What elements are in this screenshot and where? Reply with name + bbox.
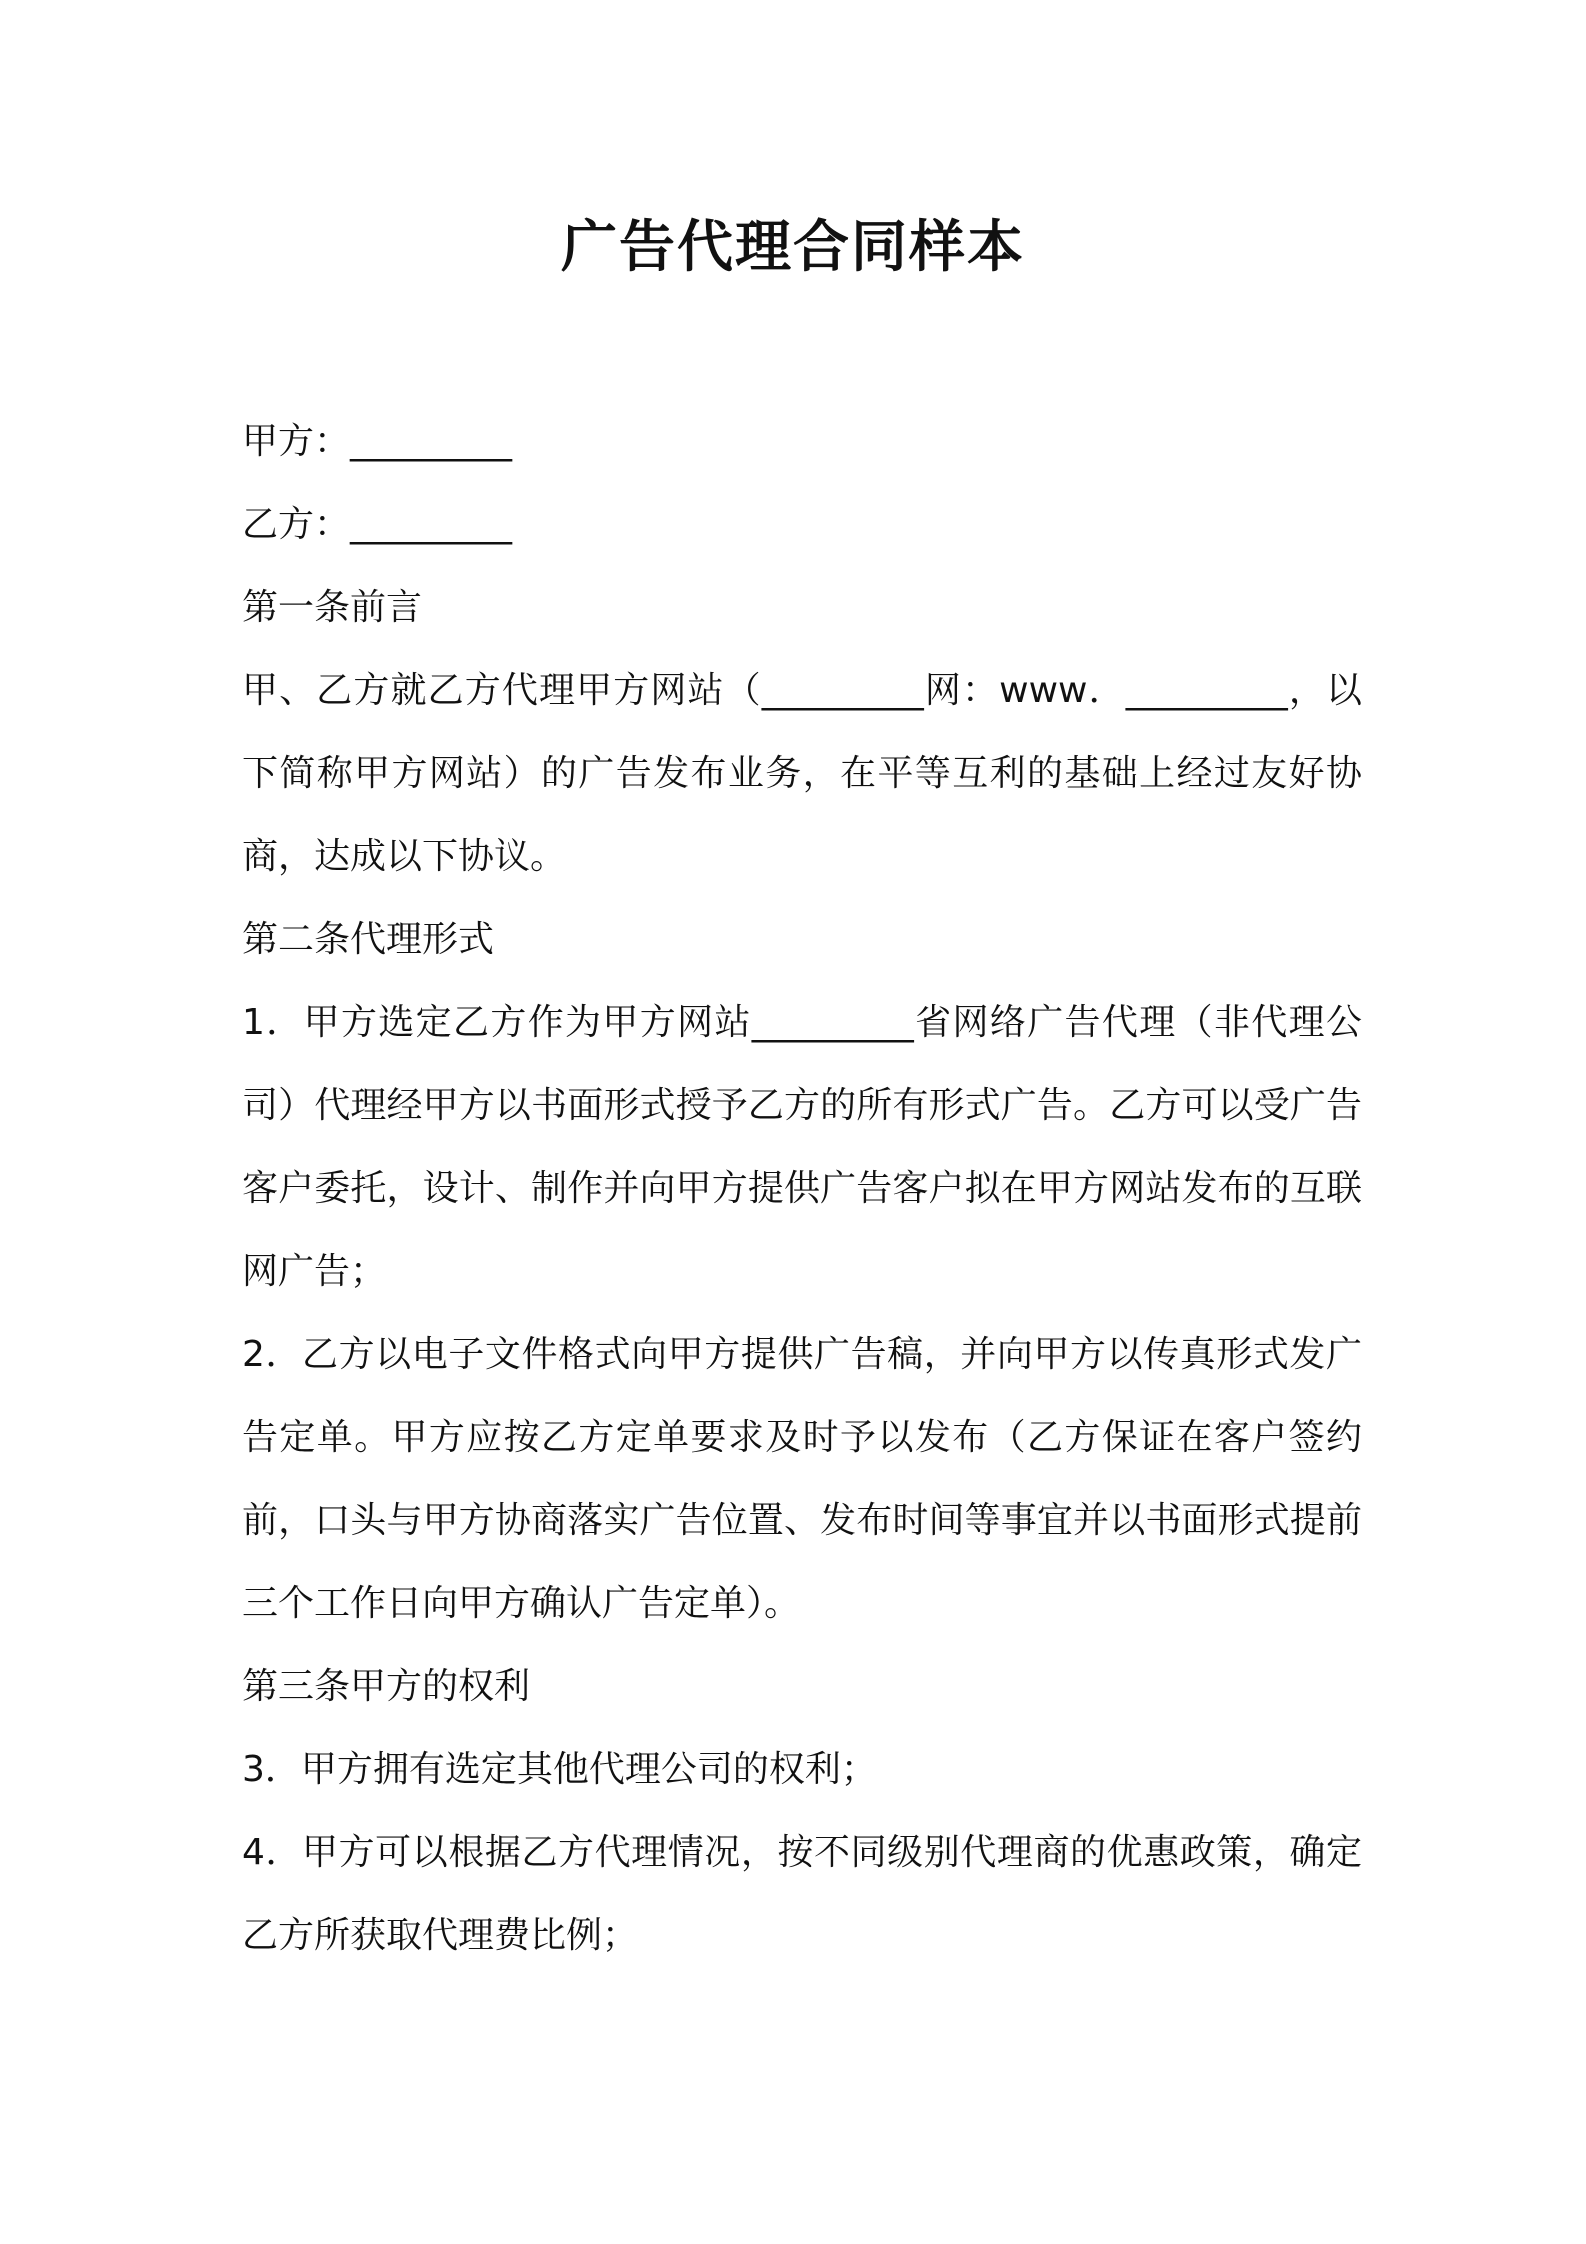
clause-4: 4．甲方可以根据乙方代理情况，按不同级别代理商的优惠政策，确定乙方所获取代理费比例； [242,1832,1362,1956]
clause-3: 3．甲方拥有选定其他代理公司的权利； [242,1749,877,1790]
article-1-text: 甲、乙方就乙方代理甲方网站（_________网：www．_________，以下简称甲方网站）的广告发布业务，在平等互利的基础上经过友好协商，达成以下协议。 [242,670,1362,877]
article-1-heading: 第一条前言 [242,587,423,628]
article-3-heading: 第三条甲方的权利 [242,1666,531,1707]
clause-1: 1．甲方选定乙方作为甲方网站_________省网络广告代理（非代理公司）代理经甲方以书面形式授予乙方的所有形式广告。乙方可以受广告客户委托，设计、制作并向甲方提供广告客户拟在甲方网站发布的互联网广告； [242,1002,1362,1292]
clause-2: 2．乙方以电子文件格式向甲方提供广告稿，并向甲方以传真形式发广告定单。甲方应按乙方定单要求及时予以发布（乙方保证在客户签约前，口头与甲方协商落实广告位置、发布时间等事宜并以书面形式提前三个工作日向甲方确认广告定单）。 [242,1334,1362,1624]
document-title: 广告代理合同样本 [561,215,1025,280]
article-2-heading: 第二条代理形式 [242,919,495,960]
party-a-line: 甲方：_________ [242,421,513,462]
party-b-line: 乙方：_________ [242,504,513,545]
document-body [242,400,1362,1977]
